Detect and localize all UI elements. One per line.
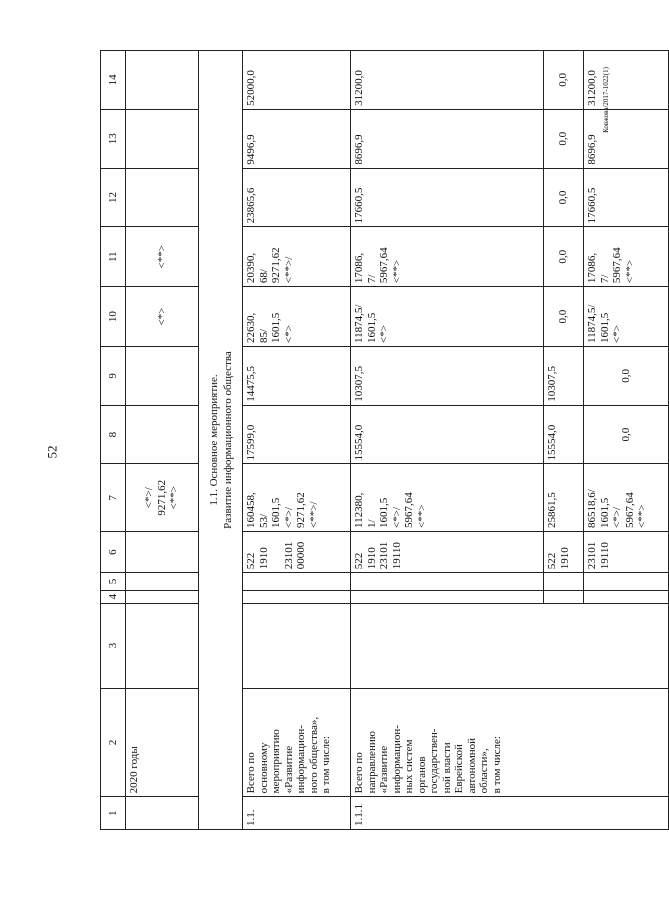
cell-13: 9496,9	[243, 109, 351, 168]
cell-10: 22630, 85/ 1601,5 <*>	[243, 287, 351, 347]
row-number: 1.1.1	[351, 797, 669, 830]
cell-8: 15554,0	[544, 405, 584, 464]
cell-14: 31200,0	[351, 51, 544, 110]
row-label: 2020 годы	[126, 688, 199, 797]
cell-13: 8696,9	[584, 109, 669, 168]
table-row-1-1	[243, 51, 351, 830]
section-title: 1.1. Основное мероприятие. Развитие информационного общества	[199, 51, 243, 830]
cell-8: 0,0	[584, 405, 669, 464]
cell-12: 17660,5	[584, 168, 669, 227]
cell-7: 160458, 53/ 1601,5 <*>/ 9271,62 <**>/	[243, 464, 351, 531]
header-col: 5	[101, 573, 126, 590]
cell-6: 522 1910 23101 19110	[351, 531, 544, 572]
cell-9: 14475,5	[243, 346, 351, 405]
cell-12: 17660,5	[351, 168, 544, 227]
cell-11: 0,0	[544, 227, 584, 287]
cell-13: 8696,9	[351, 109, 544, 168]
cell-7: 25861,5	[544, 464, 584, 531]
cell-12: 0,0	[544, 168, 584, 227]
cell-11: <**>	[126, 227, 199, 287]
header-col: 6	[101, 531, 126, 572]
header-col: 4	[101, 590, 126, 603]
header-col: 2	[101, 688, 126, 797]
header-col: 10	[101, 287, 126, 347]
budget-table	[100, 50, 669, 830]
cell-14: 31200,0	[584, 51, 669, 110]
header-col: 3	[101, 603, 126, 688]
table-row-1-1-1	[351, 51, 544, 830]
header-col: 11	[101, 227, 126, 287]
header-col: 13	[101, 109, 126, 168]
cell-12: 23865,6	[243, 168, 351, 227]
cell-9: 10307,5	[351, 346, 544, 405]
cell-6: 23101 19110	[584, 531, 669, 572]
table-row-2020	[126, 51, 199, 830]
header-col: 1	[101, 797, 126, 830]
cell-14: 52000,0	[243, 51, 351, 110]
cell-10: 0,0	[544, 287, 584, 347]
header-col: 7	[101, 464, 126, 531]
cell-11: 20390, 68/ 9271,62 <**>/	[243, 227, 351, 287]
cell-11: 17086, 7/ 5967,64 <**>	[584, 227, 669, 287]
header-col: 9	[101, 346, 126, 405]
cell-13: 0,0	[544, 109, 584, 168]
cell-14: 0,0	[544, 51, 584, 110]
header-row	[101, 51, 126, 830]
cell-7: 112380, 1/ 1601,5 <*>/ 5967,64 <**>	[351, 464, 544, 531]
page-number: 52	[44, 445, 60, 459]
row-name: Всего по основному мероприятию «Развитие информацион- ного общества», в том числе:	[243, 688, 351, 797]
header-col: 8	[101, 405, 126, 464]
rotated-table-container	[100, 50, 648, 830]
cell-10: <*>	[126, 287, 199, 347]
cell-8: 17599,0	[243, 405, 351, 464]
cell-7: <*>/ 9271,62 <**>	[126, 464, 199, 531]
cell-10: 11874,5/ 1601,5 <*>	[351, 287, 544, 347]
header-col: 12	[101, 168, 126, 227]
cell-8: 15554,0	[351, 405, 544, 464]
row-number: 1.1.	[243, 797, 351, 830]
row-name: Всего по направлению «Развитие информацион- ных систем органов государствен- ной власти Еврейской автономной области», в том числе:	[351, 688, 669, 797]
cell-6: 522 1910 23101 00000	[243, 531, 351, 572]
cell-9: 0,0	[584, 346, 669, 405]
section-row	[199, 51, 243, 830]
cell-10: 11874,5/ 1601,5 <*>	[584, 287, 669, 347]
header-col: 14	[101, 51, 126, 110]
cell-7: 86518,6/ 1601,5 <*>/ 5967,64 <**>	[584, 464, 669, 531]
cell-11: 17086, 7/ 5967,64 <**>	[351, 227, 544, 287]
cell-9: 10307,5	[544, 346, 584, 405]
cell-6: 522 1910	[544, 531, 584, 572]
document-id: Ковжова/2017-1022(1)	[602, 67, 610, 133]
